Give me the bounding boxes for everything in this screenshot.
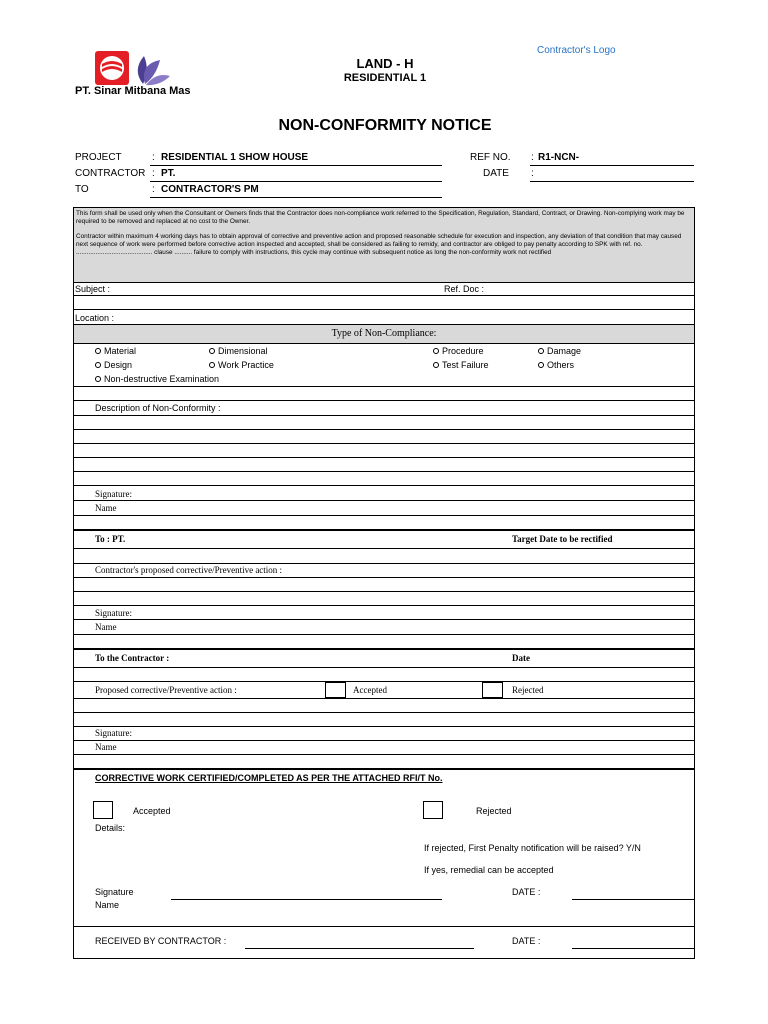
type-work-practice[interactable]: Work Practice: [209, 360, 274, 370]
details-label: Details:: [95, 823, 126, 833]
radio-icon[interactable]: [538, 348, 544, 354]
colon: :: [152, 184, 155, 195]
to-section-signature: Signature:: [95, 608, 132, 618]
project-underline: [150, 165, 442, 166]
cert-date-line: [572, 899, 694, 900]
rejected-checkbox[interactable]: [482, 682, 503, 698]
received-by-line: [245, 948, 474, 949]
cert-rejected-label: Rejected: [476, 806, 512, 816]
ref-label: REF NO.: [470, 152, 511, 163]
type-material[interactable]: Material: [95, 346, 136, 356]
colon: :: [152, 152, 155, 163]
radio-icon[interactable]: [95, 348, 101, 354]
contractor-underline: [150, 181, 442, 182]
company-logo: [94, 50, 172, 86]
cert-accepted-label: Accepted: [133, 806, 171, 816]
radio-icon[interactable]: [209, 362, 215, 368]
radio-icon[interactable]: [95, 376, 101, 382]
project-label: PROJECT: [75, 152, 122, 163]
to-underline: [150, 197, 442, 198]
target-date: Target Date to be rectified: [512, 534, 613, 544]
document-title: NON-CONFORMITY NOTICE: [278, 117, 492, 134]
cert-rejected-checkbox[interactable]: [423, 801, 443, 819]
radio-icon[interactable]: [433, 348, 439, 354]
header-title: LAND - H: [356, 56, 414, 71]
contractor-name: Name: [95, 742, 117, 752]
company-name: PT. Sinar Mitbana Mas: [75, 85, 191, 97]
description-name: Name: [95, 503, 117, 513]
certification-heading: CORRECTIVE WORK CERTIFIED/COMPLETED AS PER THE ATTACHED RFI/T No.: [95, 773, 443, 783]
remedial-note: If yes, remedial can be accepted: [424, 865, 554, 875]
received-date-line: [572, 948, 694, 949]
radio-icon[interactable]: [538, 362, 544, 368]
type-header: Type of Non-Compliance:: [331, 328, 437, 339]
type-nde[interactable]: Non-destructive Examination: [95, 374, 219, 384]
radio-icon[interactable]: [209, 348, 215, 354]
type-damage[interactable]: Damage: [538, 346, 581, 356]
contractor-value[interactable]: PT.: [161, 168, 176, 179]
to-section-name: Name: [95, 622, 117, 632]
location-label: Location :: [75, 313, 115, 323]
received-date-label: DATE :: [512, 936, 541, 946]
contractor-label: CONTRACTOR: [75, 168, 146, 179]
penalty-note: If rejected, First Penalty notification will be raised? Y/N: [424, 843, 641, 853]
type-design[interactable]: Design: [95, 360, 132, 370]
description-label: Description of Non-Conformity :: [95, 403, 221, 413]
colon: :: [531, 168, 534, 179]
cert-name-label: Name: [95, 900, 120, 910]
project-value[interactable]: RESIDENTIAL 1 SHOW HOUSE: [161, 152, 309, 163]
contractor-date: Date: [512, 653, 530, 663]
intro-paragraph-2: Contractor within maximum 4 working days has to obtain approval of corrective and preventive action and proposed reasonable schedule for execution and inspection, any deviation of that condition that may caused next sequence of work were performed before corrective action inspected and accepted, shall be considered as failing to remidy, and contractor are obliged to pay penalty according to SPK with ref. no. ........................................... clause .......... failure to comply with instructions, this cycle may continue with subsequent notice as long the non-conformity work not rectified: [76, 233, 682, 256]
cert-accepted-checkbox[interactable]: [93, 801, 113, 819]
radio-icon[interactable]: [95, 362, 101, 368]
type-test-failure[interactable]: Test Failure: [433, 360, 489, 370]
to-pt: To : PT.: [95, 534, 126, 544]
contractor-logo-placeholder: Contractor's Logo: [537, 45, 616, 56]
radio-icon[interactable]: [433, 362, 439, 368]
to-value[interactable]: CONTRACTOR'S PM: [161, 184, 259, 195]
header-subtitle: RESIDENTIAL 1: [343, 72, 427, 84]
date-underline: [530, 181, 694, 182]
ref-underline: [530, 165, 694, 166]
intro-paragraph-1: This form shall be used only when the Consultant or Owners finds that the Contractor does non-compliance work referred to the Specification, Regulation, Standard, Contract, or Drawing. Non-complying work may be required to be removed and replaced at no cost to the Owner.: [76, 210, 685, 225]
type-others[interactable]: Others: [538, 360, 574, 370]
accepted-checkbox[interactable]: [325, 682, 346, 698]
to-contractor: To the Contractor :: [95, 653, 170, 663]
cert-signature-line: [171, 899, 442, 900]
ref-doc-label: Ref. Doc :: [444, 284, 485, 294]
type-dimensional[interactable]: Dimensional: [209, 346, 268, 356]
date-label: DATE: [483, 168, 509, 179]
ref-value[interactable]: R1-NCN-: [538, 152, 580, 163]
cert-date-label: DATE :: [512, 887, 541, 897]
received-by-label: RECEIVED BY CONTRACTOR :: [95, 936, 227, 946]
cert-signature-label: Signature: [95, 887, 134, 897]
colon: :: [531, 152, 534, 163]
colon: :: [152, 168, 155, 179]
proposed-label: Proposed corrective/Preventive action :: [95, 685, 237, 695]
proposed-action-label: Contractor's proposed corrective/Preventive action :: [95, 565, 283, 575]
rejected-label: Rejected: [512, 685, 544, 695]
contractor-signature: Signature:: [95, 728, 132, 738]
type-procedure[interactable]: Procedure: [433, 346, 484, 356]
description-signature: Signature:: [95, 489, 132, 499]
to-label: TO: [75, 184, 89, 195]
accepted-label: Accepted: [353, 685, 387, 695]
subject-label: Subject :: [75, 284, 111, 294]
